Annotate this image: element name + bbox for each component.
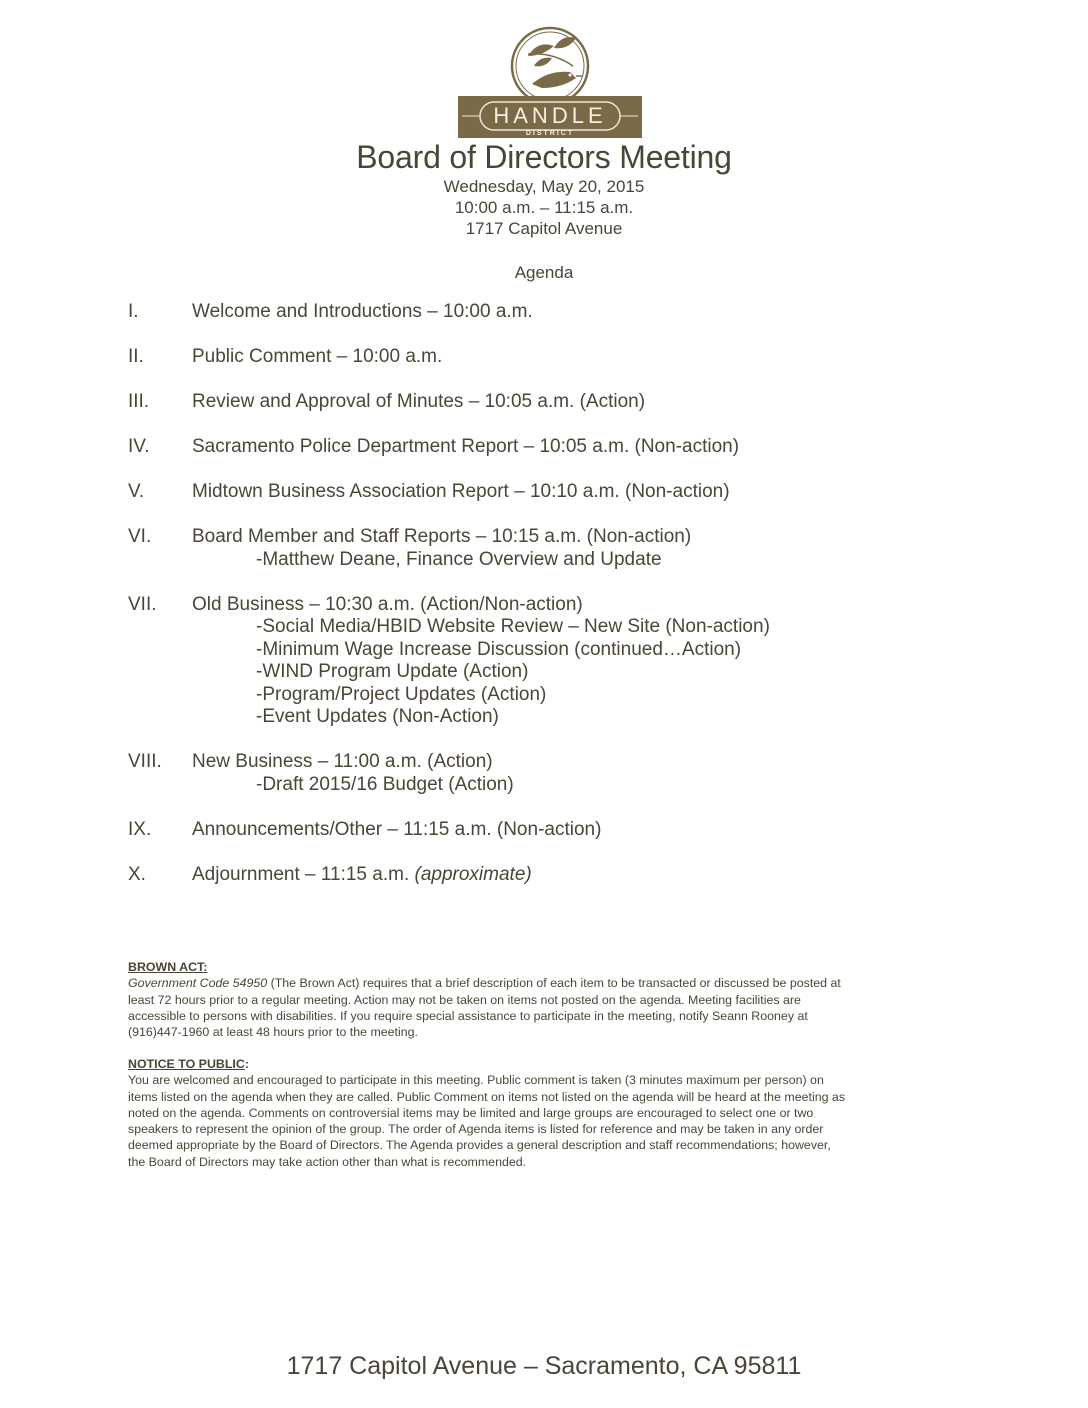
notice-line: the Board of Directors may take action other than what is recommended. <box>128 1154 527 1169</box>
agenda-subitem: -Draft 2015/16 Budget (Action) <box>256 774 514 795</box>
item-number: VIII. <box>128 751 162 772</box>
item-text: Old Business – 10:30 a.m. (Action/Non-action) <box>192 594 583 615</box>
item-note: (approximate) <box>414 864 532 885</box>
item-number: VII. <box>128 594 157 615</box>
meeting-location: 1717 Capitol Avenue <box>465 219 623 238</box>
item-number: I. <box>128 301 139 322</box>
notice-line: deemed appropriate by the Board of Directors. The Agenda provides a general description and staff recommendations; however, <box>128 1138 831 1153</box>
item-text: Announcements/Other – 11:15 a.m. (Non-action) <box>192 819 602 840</box>
page-title: Board of Directors Meeting <box>356 139 732 175</box>
item-text <box>192 864 532 886</box>
brown-act-line: accessible to persons with disabilities. If you require special assistance to participate in the meeting, notify Seann Rooney at <box>128 1008 808 1023</box>
item-text: Midtown Business Association Report – 10:10 a.m. (Non-action) <box>192 481 730 502</box>
handle-district-logo <box>458 26 642 138</box>
meeting-time: 10:00 a.m. – 11:15 a.m. <box>454 198 634 217</box>
item-text-main: Adjournment – 11:15 a.m. <box>192 864 415 885</box>
item-number: IV. <box>128 436 150 457</box>
item-number: X. <box>128 864 146 885</box>
notice-heading: NOTICE TO PUBLIC: <box>128 1057 249 1071</box>
brown-act-line: least 72 hours prior to a regular meeting. Action may not be taken on items not posted on the agenda. Meeting facilities are <box>128 992 801 1007</box>
agenda-subitem: -WIND Program Update (Action) <box>256 661 529 682</box>
notice-line: speakers to represent the opinion of the group. The order of Agenda items is listed for reference and may be taken in any order <box>128 1122 824 1137</box>
agenda-heading: Agenda <box>514 263 574 282</box>
logo-name: HANDLE <box>493 103 607 128</box>
brown-act-line: (916)447-1960 at least 48 hours prior to the meeting. <box>128 1025 418 1040</box>
item-number: IX. <box>128 819 152 840</box>
item-number: III. <box>128 391 150 412</box>
item-text: New Business – 11:00 a.m. (Action) <box>192 751 493 772</box>
notice-line: noted on the agenda. Comments on controversial items may be limited and large groups are encouraged to select one or two <box>128 1105 814 1120</box>
logo-sub: DISTRICT <box>525 130 575 137</box>
meeting-date: Wednesday, May 20, 2015 <box>443 177 645 196</box>
brown-act-heading: BROWN ACT: <box>128 960 208 974</box>
brown-act-section <box>128 959 968 1040</box>
item-text: Public Comment – 10:00 a.m. <box>192 346 443 367</box>
item-number: V. <box>128 481 145 502</box>
notice-to-public-section <box>128 1056 968 1170</box>
agenda-subitem: -Event Updates (Non-Action) <box>256 706 499 727</box>
item-text: Board Member and Staff Reports – 10:15 a.m. (Non-action) <box>192 526 692 547</box>
notice-line: You are welcomed and encouraged to participate in this meeting. Public comment is taken (3 minutes maximum per person) on <box>128 1073 824 1088</box>
item-text: Sacramento Police Department Report – 10:05 a.m. (Non-action) <box>192 436 740 457</box>
item-number: VI. <box>128 526 152 547</box>
government-code: Government Code 54950 <box>128 976 268 991</box>
bird-leaf-emblem-icon <box>458 26 642 138</box>
item-text: Welcome and Introductions – 10:00 a.m. <box>192 301 533 322</box>
notice-line: items listed on the agenda when they are called. Public Comment on items not listed on the agenda will be heard at the meeting as <box>128 1089 846 1104</box>
agenda-subitem: -Matthew Deane, Finance Overview and Update <box>256 549 662 570</box>
agenda-subitem: -Social Media/HBID Website Review – New Site (Non-action) <box>256 616 770 637</box>
agenda-subitem: -Minimum Wage Increase Discussion (continued…Action) <box>256 639 742 660</box>
item-text: Review and Approval of Minutes – 10:05 a.m. (Action) <box>192 391 646 412</box>
agenda-subitem: -Program/Project Updates (Action) <box>256 684 547 705</box>
item-number: II. <box>128 346 144 367</box>
brown-act-line: Government Code 54950 (The Brown Act) requires that a brief description of each item to be transacted or discussed be posted at <box>128 976 841 991</box>
footer-address: 1717 Capitol Avenue – Sacramento, CA 95811 <box>286 1352 802 1380</box>
